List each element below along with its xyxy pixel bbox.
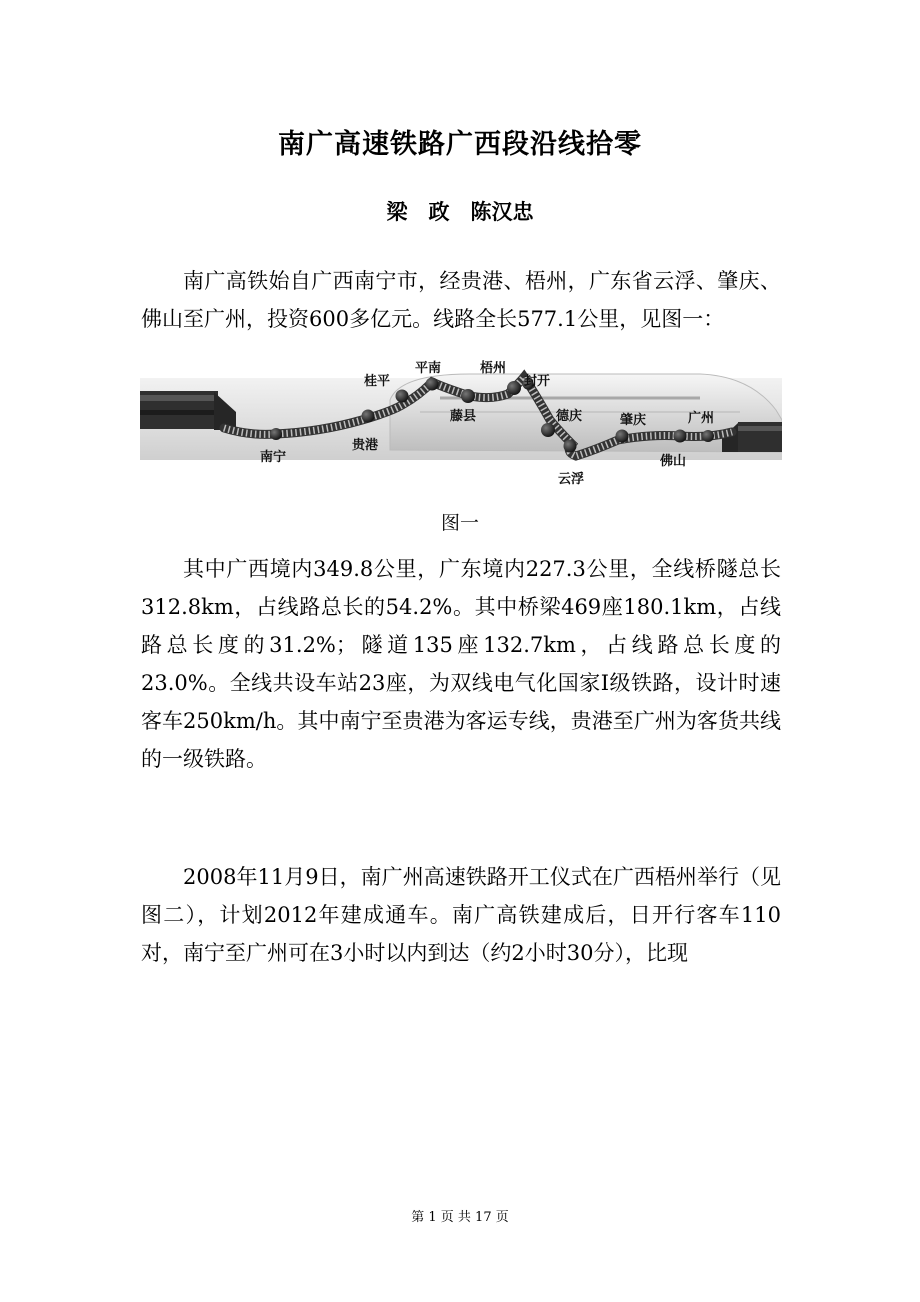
station-marker bbox=[396, 390, 409, 403]
station-marker bbox=[270, 428, 282, 440]
station-marker bbox=[616, 430, 629, 443]
station-label-nanning: 南宁 bbox=[260, 450, 287, 465]
station-label-pingnan: 平南 bbox=[415, 361, 442, 376]
station-label-fengkai: 封开 bbox=[524, 374, 551, 389]
station-label-guigang: 贵港 bbox=[352, 438, 379, 453]
page-footer: 第 1 页 共 17 页 bbox=[411, 1210, 509, 1225]
station-marker bbox=[507, 381, 521, 395]
station-label-foshan: 佛山 bbox=[660, 454, 687, 469]
paragraph-1: 南广高铁始自广西南宁市，经贵港、梧州，广东省云浮、肇庆、佛山至广州，投资600多亿元。线路全长577.1公里，见图一： bbox=[141, 269, 781, 331]
authors: 梁 政 陈汉忠 bbox=[386, 199, 534, 224]
station-marker bbox=[461, 389, 475, 403]
paragraph-2: 其中广西境内349.8公里，广东境内227.3公里，全线桥隧总长312.8km，占线路总长的54.2%。其中桥梁469座180.1km，占线路总长度的31.2%；隧道135座132.7km，占线路总长度的23.0%。全线共设车站23座，为双线电气化国家Ⅰ级铁路，设计时速客车250km/h。其中南宁至贵港为客运专线，贵港至广州为客货共线的一级铁路。 bbox=[141, 557, 781, 771]
station-label-yunfu: 云浮 bbox=[558, 472, 585, 487]
station-marker bbox=[702, 430, 714, 442]
station-label-zhaoqing: 肇庆 bbox=[620, 413, 647, 428]
figure-caption: 图一 bbox=[440, 512, 479, 534]
station-marker bbox=[362, 410, 375, 423]
station-marker bbox=[541, 423, 555, 437]
station-marker bbox=[674, 430, 687, 443]
station-label-tengxian: 藤县 bbox=[450, 409, 477, 424]
station-marker bbox=[564, 440, 577, 453]
station-label-deqing: 德庆 bbox=[556, 409, 583, 424]
paragraph-3: 2008年11月9日，南广州高速铁路开工仪式在广西梧州举行（见图二），计划2012年建成通车。南广高铁建成后，日开行客车110对，南宁至广州可在3小时以内到达（约2小时30分），比现 bbox=[141, 865, 781, 965]
railway-route-figure bbox=[140, 360, 782, 488]
station-marker bbox=[426, 378, 439, 391]
document-title: 南广高速铁路广西段沿线拾零 bbox=[278, 129, 642, 160]
station-label-guiping: 桂平 bbox=[364, 374, 391, 389]
station-label-guangzhou: 广州 bbox=[688, 411, 715, 426]
station-label-wuzhou: 梧州 bbox=[480, 361, 507, 376]
